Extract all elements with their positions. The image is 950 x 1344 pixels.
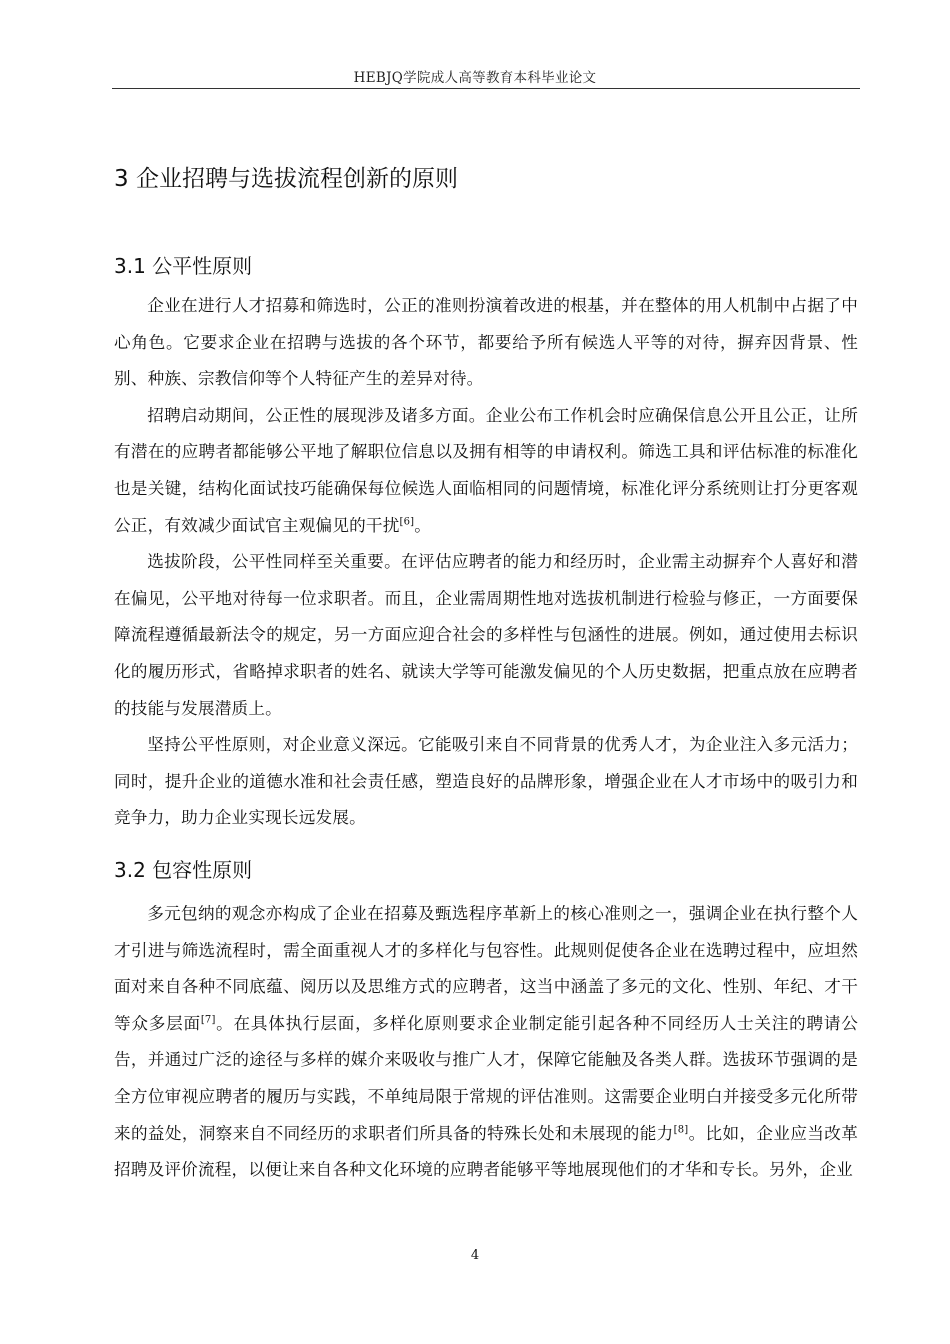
section-title-3-2: 3.2 包容性原则	[114, 858, 253, 882]
header-divider	[112, 88, 860, 89]
paragraph-text: 多元包纳的观念亦构成了企业在招募及甄选程序革新上的核心准则之一，强调企业在执行整个人才引进与筛选流程时，需全面重视人才的多样化与包容性。此规则促使各企业在选聘过程中，应坦然面对来自各种不同底蕴、阅历以及思维方式的应聘者，这当中涵盖了多元的文化、性别、年纪、才干等众多层面	[114, 904, 858, 1033]
citation-ref: [6]	[399, 516, 415, 528]
page-number: 4	[470, 1248, 480, 1263]
section-3-2-body	[114, 896, 858, 1189]
paragraph: 选拔阶段，公平性同样至关重要。在评估应聘者的能力和经历时，企业需主动摒弃个人喜好和潜在偏见，公平地对待每一位求职者。而且，企业需周期性地对选拔机制进行检验与修正，一方面要保障流程遵循最新法令的规定，另一方面应迎合社会的多样性与包涵性的进展。例如，通过使用去标识化的履历形式，省略掉求职者的姓名、就读大学等可能激发偏见的个人历史数据，把重点放在应聘者的技能与发展潜质上。	[114, 552, 858, 718]
paragraph-text-tail: 。比如，企业应当改革招聘及评价流程，以便让来自各种文化环境的应聘者能够平等地展现他们的才华和专长。另外，企业	[114, 1123, 858, 1180]
paragraph: 企业在进行人才招募和筛选时，公正的准则扮演着改进的根基，并在整体的用人机制中占据了中心角色。它要求企业在招聘与选拔的各个环节，都要给予所有候选人平等的对待，摒弃因背景、性别、种族、宗教信仰等个人特征产生的差异对待。	[114, 296, 858, 389]
section-title-3-1: 3.1 公平性原则	[114, 254, 253, 278]
paragraph	[114, 398, 858, 544]
chapter-title: 3 企业招聘与选拔流程创新的原则	[114, 166, 458, 192]
citation-ref: [8]	[673, 1124, 689, 1136]
section-3-1-body	[114, 288, 858, 837]
paragraph-text-middle: 。在具体执行层面，多样化原则要求企业制定能引起各种不同经历人士关注的聘请公告，并通过广泛的途径与多样的媒介来吸收与推广人才，保障它能触及各类人群。选拔环节强调的是全方位审视应聘者的履历与实践，不单纯局限于常规的评估准则。这需要企业明白并接受多元化所带来的益处，洞察来自不同经历的求职者们所具备的特殊长处和未展现的能力	[114, 1013, 859, 1143]
paragraph-text-tail: 。	[414, 515, 432, 535]
citation-ref: [7]	[200, 1014, 216, 1026]
paragraph	[114, 896, 858, 1189]
running-header: HEBJQ学院成人高等教育本科毕业论文	[353, 70, 597, 86]
paragraph-text: 招聘启动期间，公正性的展现涉及诸多方面。企业公布工作机会时应确保信息公开且公正，让所有潜在的应聘者都能够公平地了解职位信息以及拥有相等的申请权利。筛选工具和评估标准的标准化也是关键，结构化面试技巧能确保每位候选人面临相同的问题情境，标准化评分系统则让打分更客观公正，有效减少面试官主观偏见的干扰	[114, 405, 858, 535]
paragraph: 坚持公平性原则，对企业意义深远。它能吸引来自不同背景的优秀人才，为企业注入多元活力；同时，提升企业的道德水准和社会责任感，塑造良好的品牌形象，增强企业在人才市场中的吸引力和竞争力，助力企业实现长远发展。	[114, 735, 858, 828]
